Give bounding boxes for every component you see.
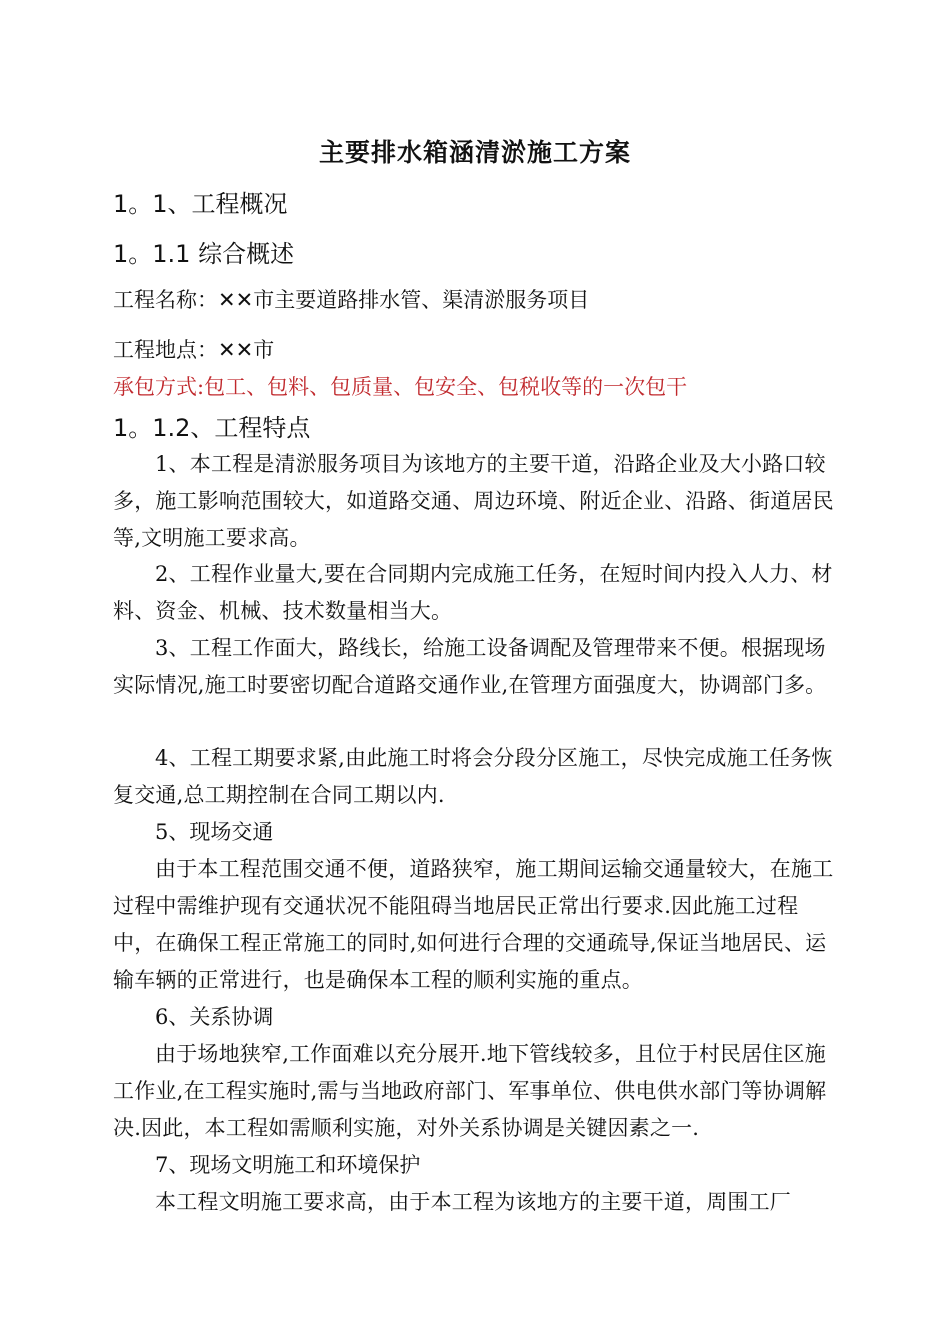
item-7-title: 7、现场文明施工和环境保护 xyxy=(155,1153,421,1177)
paragraph-2 xyxy=(113,556,839,630)
item-7-body xyxy=(113,1184,839,1221)
section-heading-1-1-2: 1。1.2、工程特点 xyxy=(113,414,311,442)
project-location-line: 工程地点：✕✕市 xyxy=(113,338,275,362)
item-6-body xyxy=(113,1036,839,1147)
paragraph-4-text: 4、工程工期要求紧,由此施工时将会分段分区施工，尽快完成施工任务恢复交通,总工期控制在合同工期以内. xyxy=(113,746,833,807)
item-5-body xyxy=(113,851,839,999)
contract-mode-line: 承包方式:包工、包料、包质量、包安全、包税收等的一次包干 xyxy=(113,375,688,399)
item-6-title: 6、关系协调 xyxy=(155,1005,274,1029)
paragraph-2-text: 2、工程作业量大,要在合同期内完成施工任务，在短时间内投入人力、材料、资金、机械、技术数量相当大。 xyxy=(113,562,833,623)
paragraph-3-text: 3、工程工作面大，路线长，给施工设备调配及管理带来不便。根据现场实际情况,施工时要密切配合道路交通作业,在管理方面强度大，协调部门多。 xyxy=(113,636,827,697)
item-5-title: 5、现场交通 xyxy=(155,820,274,844)
section-heading-1-1-1: 1。1.1 综合概述 xyxy=(113,240,295,268)
paragraph-1 xyxy=(113,446,839,557)
item-7-body-text: 本工程文明施工要求高，由于本工程为该地方的主要干道，周围工厂 xyxy=(155,1190,791,1214)
item-6-body-text: 由于场地狭窄,工作面难以充分展开.地下管线较多，且位于村民居住区施工作业,在工程实施时,需与当地政府部门、军事单位、供电供水部门等协调解决.因此，本工程如需顺利实施，对外关系协调是关键因素之一. xyxy=(113,1042,827,1140)
section-heading-1-1: 1。1、工程概况 xyxy=(113,190,288,218)
paragraph-3 xyxy=(113,630,839,704)
project-name-line: 工程名称：✕✕市主要道路排水管、渠清淤服务项目 xyxy=(113,288,590,312)
paragraph-1-text: 1、本工程是清淤服务项目为该地方的主要干道，沿路企业及大小路口较多，施工影响范围较大，如道路交通、周边环境、附近企业、沿路、街道居民等,文明施工要求高。 xyxy=(113,452,834,550)
paragraph-4 xyxy=(113,740,839,814)
document-title: 主要排水箱涵清淤施工方案 xyxy=(318,138,631,167)
item-5-body-text: 由于本工程范围交通不便，道路狭窄，施工期间运输交通量较大，在施工过程中需维护现有交通状况不能阻碍当地居民正常出行要求.因此施工过程中，在确保工程正常施工的同时,如何进行合理的交通疏导,保证当地居民、运输车辆的正常进行，也是确保本工程的顺利实施的重点。 xyxy=(113,857,834,992)
